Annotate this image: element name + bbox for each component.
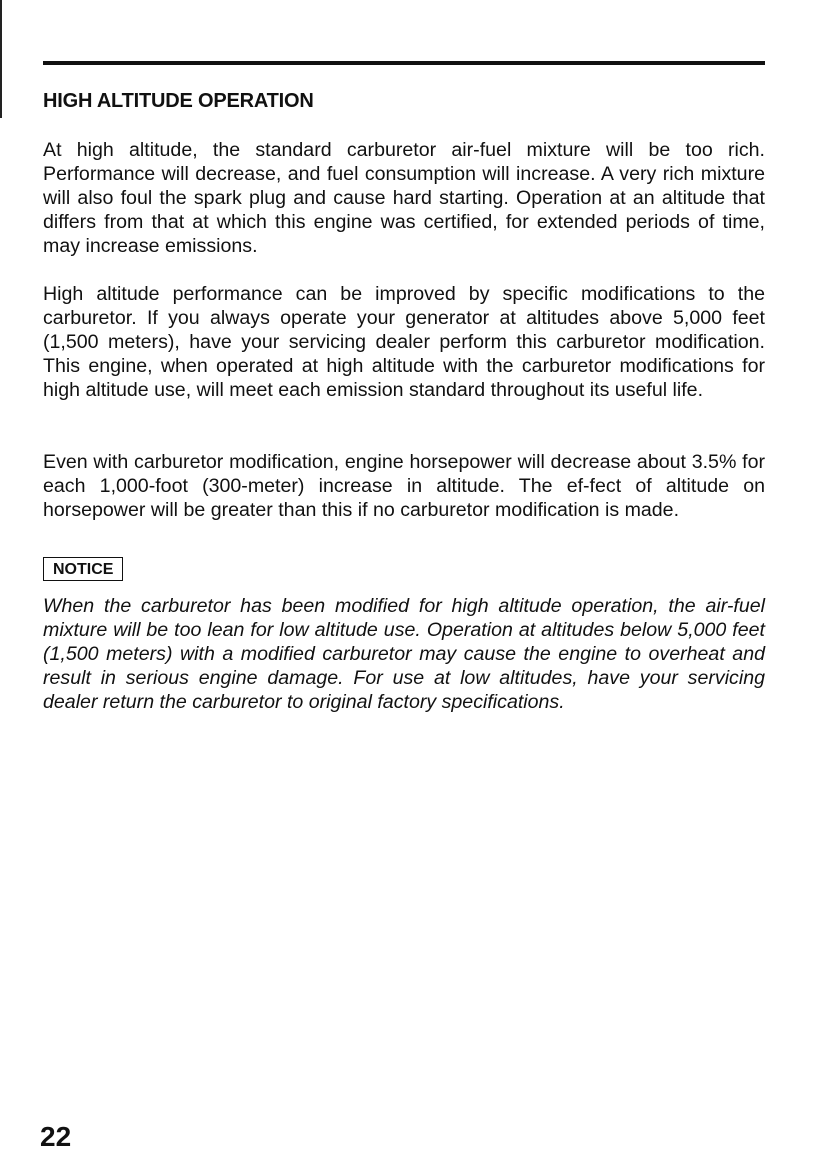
page-number: 22 [40, 1121, 72, 1152]
paragraph-horsepower-loss: Even with carburetor modification, engine horsepower will decrease about 3.5% for each 1,000-foot (300-meter) increase in altitude. The ef-fect of altitude on horsepower will be greater than this if no carburetor modification is made. [43, 451, 765, 521]
page-edge-mark [0, 0, 2, 118]
notice-text: When the carburetor has been modified for high altitude operation, the air-fuel mixture will be too lean for low altitude use. Operation at altitudes below 5,000 feet (1,500 meters) with a modified carburetor may cause the engine to overheat and result in serious engine damage. For use at low altitudes, have your servicing dealer return the carburetor to original factory specifications. [43, 595, 765, 713]
top-rule [43, 61, 765, 65]
notice-badge: NOTICE [43, 557, 123, 581]
section-title: HIGH ALTITUDE OPERATION [43, 90, 314, 112]
paragraph-rich-mixture: At high altitude, the standard carburetor air-fuel mixture will be too rich. Performance will decrease, and fuel consumption will increase. A very rich mixture will also foul the spark plug and cause hard starting. Operation at an altitude that differs from that at which this engine was certified, for extended periods of time, may increase emissions. [43, 139, 765, 257]
paragraph-carburetor-modification: High altitude performance can be improved by specific modifications to the carburetor. If you always operate your generator at altitudes above 5,000 feet (1,500 meters), have your servicing dealer perform this carburetor modification. This engine, when operated at high altitude with the carburetor modifications for high altitude use, will meet each emission standard throughout its useful life. [43, 283, 765, 401]
